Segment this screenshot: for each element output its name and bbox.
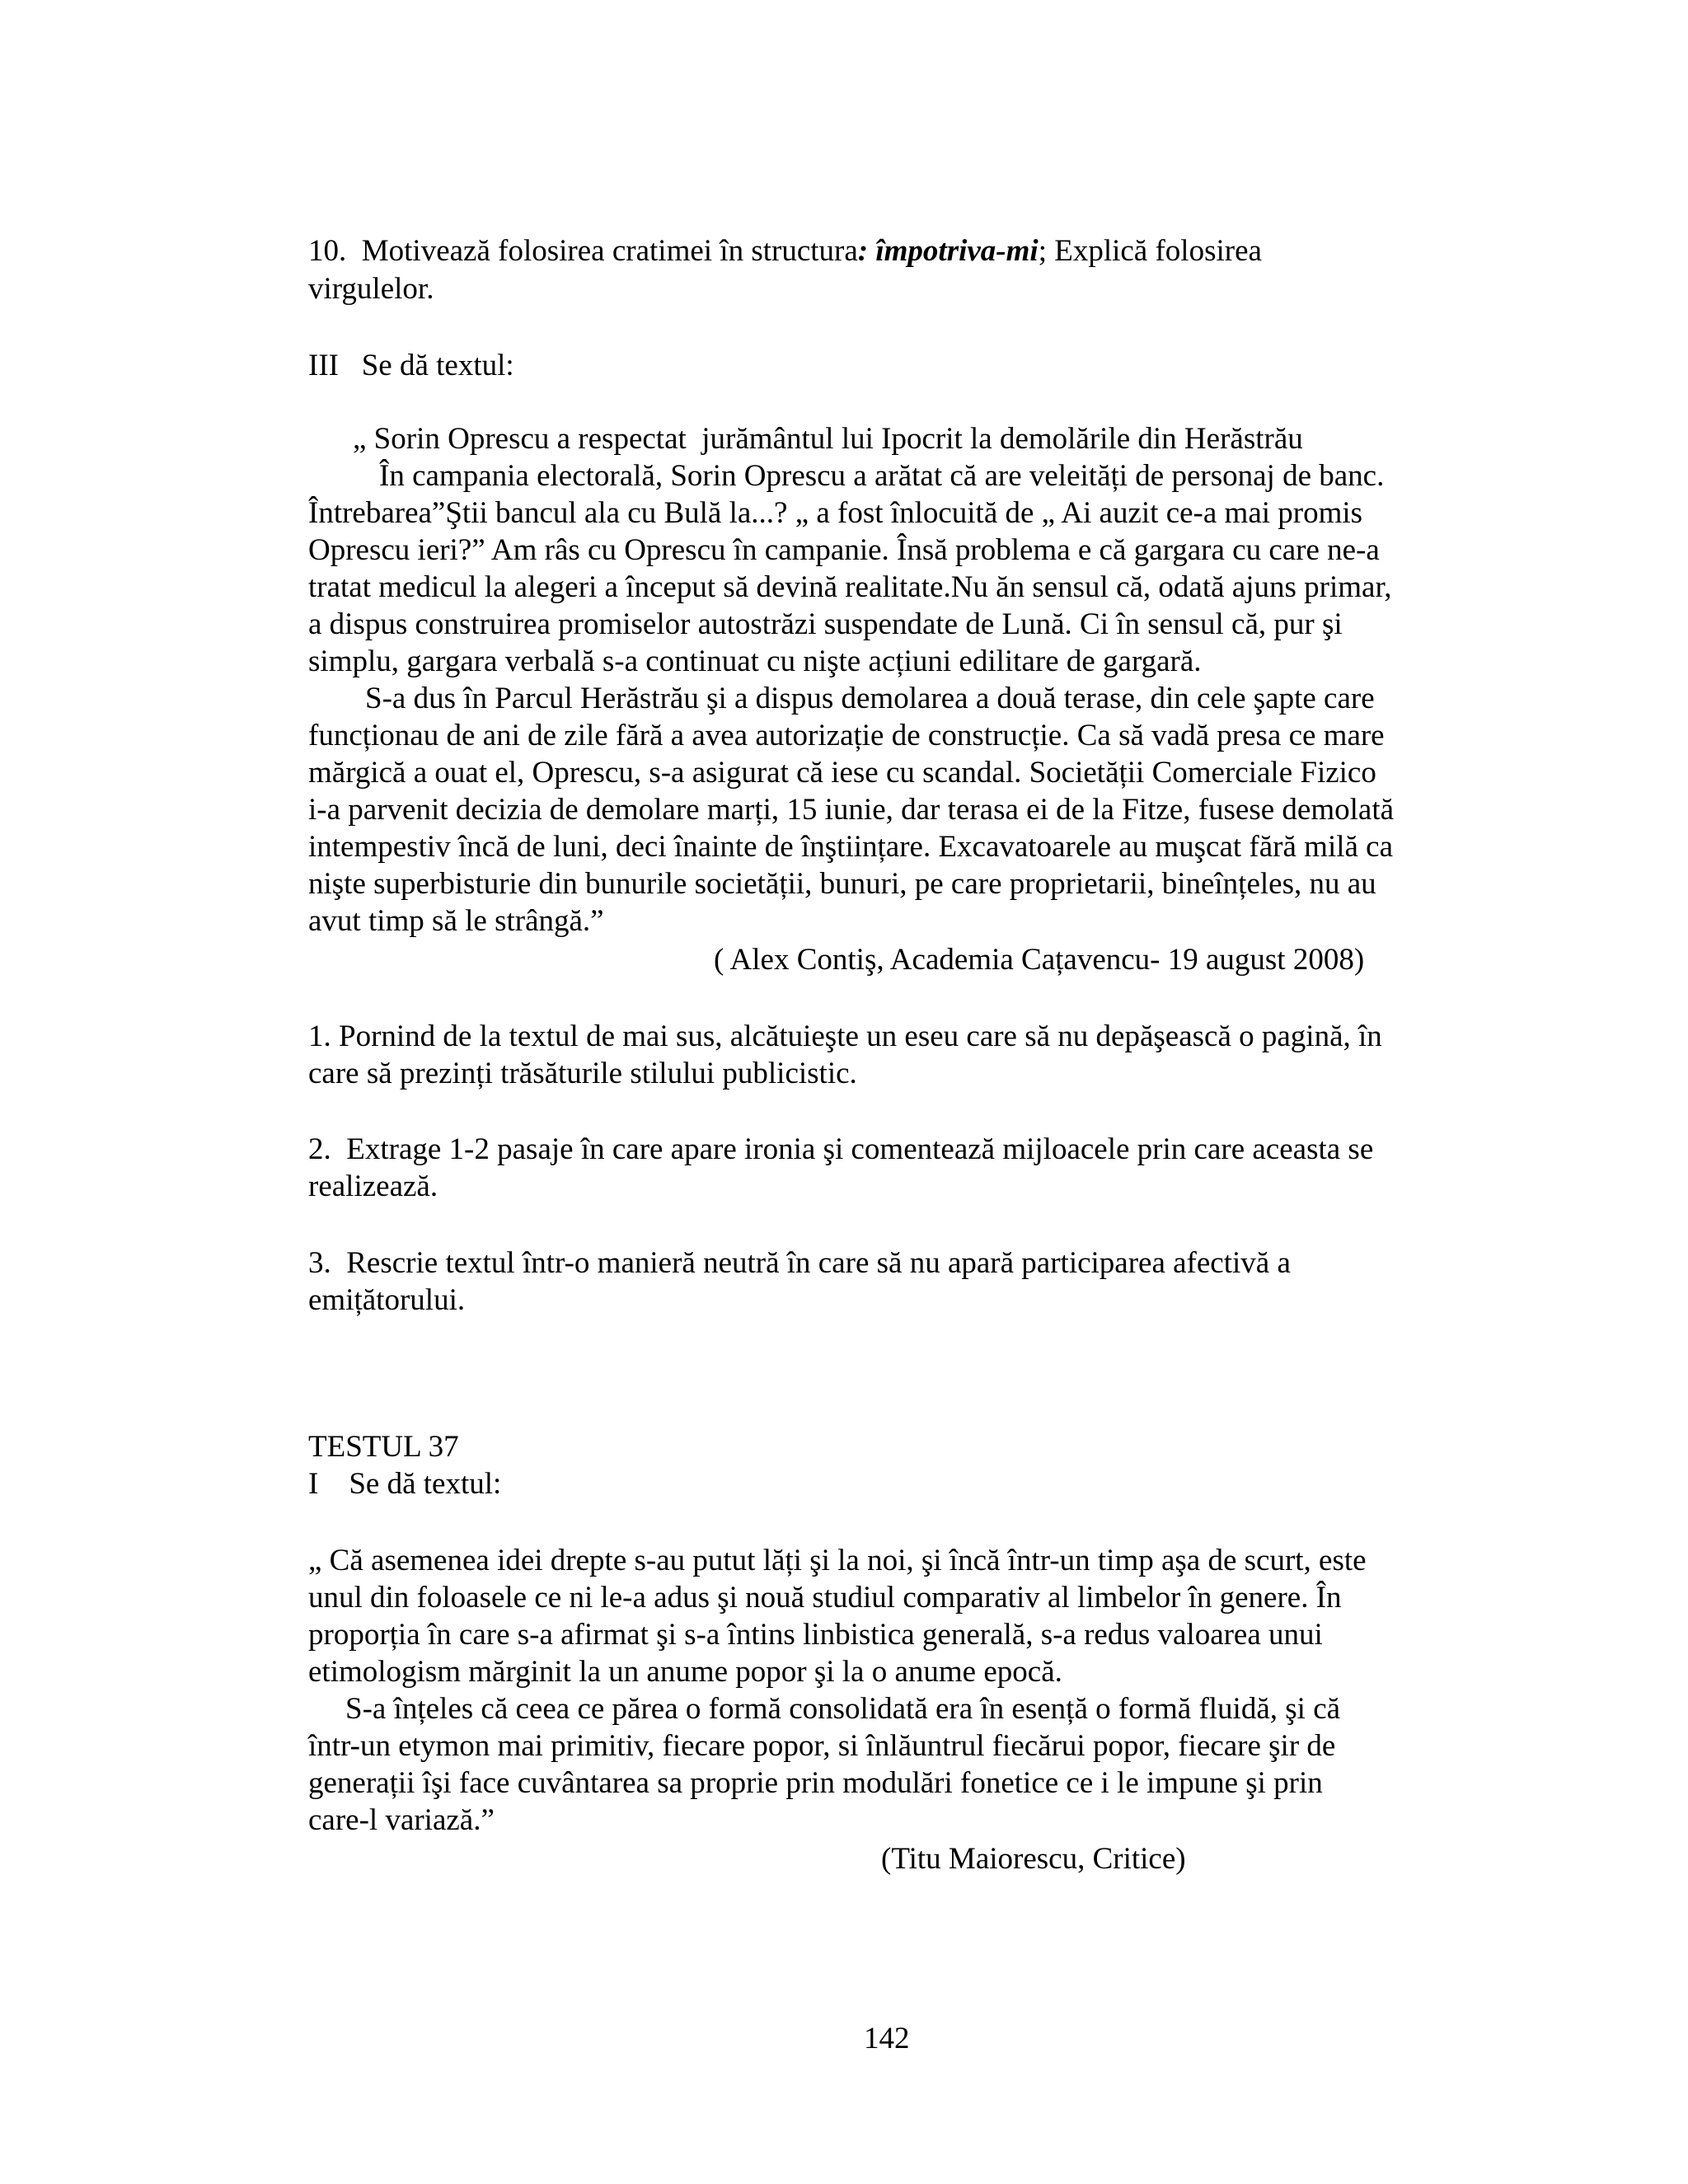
quote-line: i-a parvenit decizia de demolare marți, 15 iunie, dar terasa ei de la Fitze, fusese demolată xyxy=(308,793,1395,827)
quote-line: a dispus construirea promiselor autostrăzi suspendate de Lună. Ci în sensul că, pur şi xyxy=(308,607,1343,641)
question-2-line-2: realizează. xyxy=(308,1169,438,1203)
quote-line: funcționau de ani de zile fără a avea autorizație de construcție. Ca să vadă presa ce mare xyxy=(308,719,1385,752)
quote-line: S-a înțeles că ceea ce părea o formă consolidată era în esență o formă fluidă, şi că xyxy=(345,1692,1341,1726)
quote-line: care-l variază.” xyxy=(308,1803,495,1837)
quote-line: Întrebarea”Ştii bancul ala cu Bulă la...? „ a fost înlocuită de „ Ai auzit ce-a mai promis xyxy=(308,496,1363,530)
quote-source: ( Alex Contiş, Academia Cațavencu- 19 august 2008) xyxy=(714,943,1365,977)
question-10-emphasis: : împotriva-mi xyxy=(857,234,1039,268)
quote-line: „ Sorin Oprescu a respectat jurământul lui Ipocrit la demolările din Herăstrău xyxy=(353,422,1303,456)
question-2-line-1: 2. Extrage 1-2 pasaje în care apare ironia şi comentează mijloacele prin care aceasta se xyxy=(308,1132,1374,1166)
question-1-line-1: 1. Pornind de la textul de mai sus, alcătuieşte un eseu care să nu depăşească o pagină, în xyxy=(308,1019,1382,1053)
quote-line: simplu, gargara verbală s-a continuat cu nişte acțiuni edilitare de gargară. xyxy=(308,644,1202,678)
question-10-line-1 xyxy=(308,232,1262,269)
test-section-heading: I Se dă textul: xyxy=(308,1467,502,1501)
test-title: TESTUL 37 xyxy=(308,1430,459,1464)
question-3-line-1: 3. Rescrie textul într-o manieră neutră în care să nu apară participarea afectivă a xyxy=(308,1246,1291,1280)
quote-line: S-a dus în Parcul Herăstrău şi a dispus demolarea a două terase, din cele şapte care xyxy=(365,682,1375,715)
quote-line: mărgică a ouat el, Oprescu, s-a asigurat că iese cu scandal. Societății Comerciale Fizico xyxy=(308,756,1376,790)
question-1-line-2: care să prezinți trăsăturile stilului publicistic. xyxy=(308,1057,857,1090)
quote-line: Oprescu ieri?” Am râs cu Oprescu în campanie. Însă problema e că gargara cu care ne-a xyxy=(308,533,1380,567)
question-10-text: 10. Motivează folosirea cratimei în structura xyxy=(308,234,858,268)
quote-line: avut timp să le strângă.” xyxy=(308,904,604,938)
question-10-suffix: ; Explică folosirea xyxy=(1038,234,1262,268)
quote-line: „ Că asemenea idei drepte s-au putut lăți şi la noi, şi încă într-un timp aşa de scurt, este xyxy=(308,1544,1367,1577)
section-3-heading: III Se dă textul: xyxy=(308,349,514,382)
quote-line: într-un etymon mai primitiv, fiecare popor, si înlăuntrul fiecărui popor, fiecare şir de xyxy=(308,1729,1336,1763)
quote-line: etimologism mărginit la un anume popor şi la o anume epocă. xyxy=(308,1655,1062,1689)
page-number: 142 xyxy=(864,2022,910,2055)
quote-line: În campania electorală, Sorin Oprescu a arătat că are veleități de personaj de banc. xyxy=(379,459,1385,493)
question-3-line-2: emițătorului. xyxy=(308,1283,466,1317)
quote-line: generații îşi face cuvântarea sa proprie prin modulări fonetice ce i le impune şi prin xyxy=(308,1766,1323,1800)
quote-line: proporția în care s-a afirmat şi s-a întins linbistica generală, s-a redus valoarea unui xyxy=(308,1618,1323,1652)
quote-line: nişte superbisturie din bunurile societății, bunuri, pe care proprietarii, bineînțeles, nu au xyxy=(308,867,1376,901)
quote-line: intempestiv încă de luni, deci înainte de înştiințare. Excavatoarele au muşcat fără milă ca xyxy=(308,830,1394,864)
quote-source: (Titu Maiorescu, Critice) xyxy=(881,1842,1186,1876)
quote-line: unul din foloasele ce ni le-a adus şi nouă studiul comparativ al limbelor în genere. În xyxy=(308,1581,1342,1615)
quote-line: tratat medicul la alegeri a început să devină realitate.Nu ăn sensul că, odată ajuns primar, xyxy=(308,570,1392,604)
question-10-line-2: virgulelor. xyxy=(308,272,434,306)
